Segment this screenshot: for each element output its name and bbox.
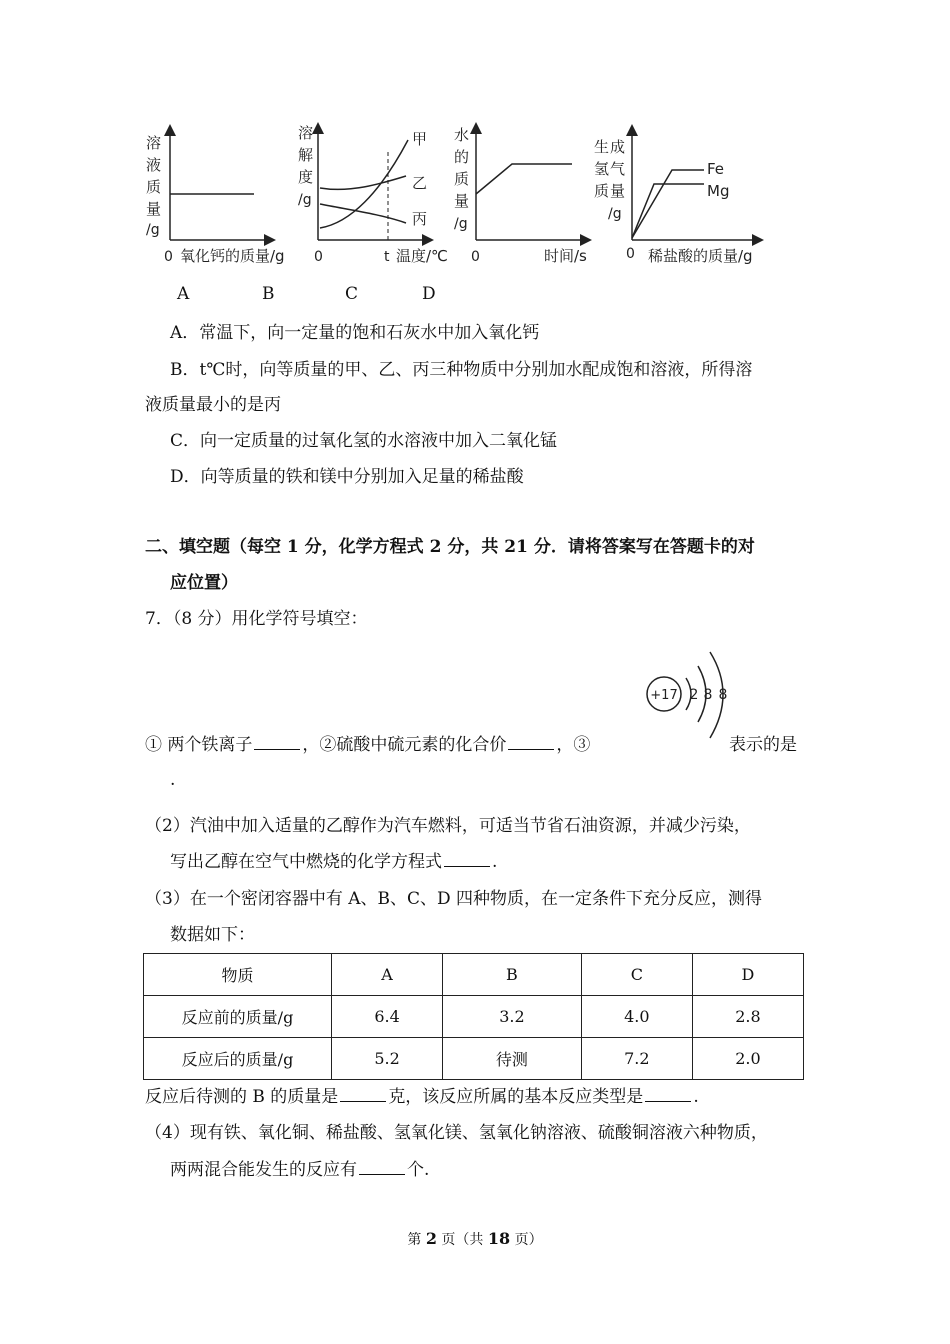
- graph-letter-d: D: [422, 284, 436, 304]
- atom-nucleus-charge: +17: [650, 688, 678, 703]
- graph-c-xlabel: 时间/s: [544, 247, 587, 265]
- page-footer: [0, 1229, 950, 1249]
- atom-shell-3: 8: [718, 687, 728, 703]
- graph-b-ylabel-0: 溶: [298, 124, 314, 142]
- graph-d-xlabel: 稀盐酸的质量/g: [648, 247, 753, 265]
- graph-a-origin: 0: [164, 249, 173, 265]
- graph-d-ylabel-1: 成: [610, 138, 626, 156]
- graph-a-ylabel-3: 量: [146, 200, 162, 218]
- part2-text: 写出乙醇在空气中燃烧的化学方程式: [170, 852, 442, 872]
- part1-end-dot: .: [170, 770, 176, 790]
- graph-a-ylabel-2: 质: [146, 178, 162, 196]
- graph-d-ylabel-5: 量: [610, 182, 626, 200]
- graph-b-origin: 0: [314, 249, 323, 265]
- graph-d-curve-label-1: Mg: [707, 182, 730, 200]
- footer-prefix: 第: [407, 1232, 426, 1248]
- table-cell: 待测: [443, 1038, 582, 1080]
- part3-text-c: 反应后待测的 B 的质量是: [145, 1087, 339, 1107]
- table-cell: 4.0: [581, 996, 692, 1038]
- graph-d-ylabel-3: 气: [610, 160, 626, 178]
- part1-text-b: ，②硫酸中硫元素的化合价: [302, 735, 507, 755]
- answer-blank-equation: [444, 852, 490, 867]
- graph-c-ylabel-4: /g: [454, 216, 468, 232]
- curve-jia: [320, 140, 408, 228]
- part3-end: .: [693, 1087, 699, 1107]
- table-cell: 2.8: [692, 996, 803, 1038]
- part3-text-d: 克，该反应所属的基本反应类型是: [388, 1087, 644, 1107]
- answer-blank-reaction-count: [359, 1160, 405, 1175]
- option-d: D．向等质量的铁和镁中分别加入足量的稀盐酸: [170, 467, 524, 487]
- table-cell: 7.2: [581, 1038, 692, 1080]
- question-7-header: 7．（8 分）用化学符号填空：: [145, 609, 368, 629]
- graph-b: [298, 124, 448, 265]
- atom-shell-1: 2: [689, 687, 699, 703]
- option-a: A．常温下，向一定量的饱和石灰水中加入氧化钙: [170, 323, 540, 343]
- graph-b-xlabel: 温度/℃: [396, 247, 448, 265]
- curve-mg: [632, 184, 704, 238]
- graph-b-ylabel-3: /g: [298, 192, 312, 208]
- answer-blank-iron-ions: [254, 735, 300, 750]
- graph-d-origin: 0: [626, 246, 635, 262]
- graph-letter-c: C: [345, 284, 359, 304]
- graphs-figure: [140, 118, 780, 268]
- graph-c: [454, 126, 587, 265]
- footer-total-pages: 18: [487, 1229, 511, 1248]
- graph-b-curve-label-2: 丙: [412, 210, 428, 228]
- question-7-part3-line3: [145, 1082, 699, 1107]
- table-header-cell: C: [581, 954, 692, 996]
- question-7-part2-line2: [170, 847, 497, 872]
- section-heading-line2: 应位置）: [170, 573, 238, 593]
- section-heading-line1: 二、填空题（每空 1 分，化学方程式 2 分，共 21 分．请将答案写在答题卡的对: [145, 537, 755, 557]
- graph-c-ylabel-0: 水: [454, 126, 470, 144]
- graph-d-ylabel-2: 氢: [594, 160, 610, 178]
- atom-shell-2: 8: [703, 687, 713, 703]
- table-header-cell: B: [443, 954, 582, 996]
- table-header-row: [144, 954, 804, 996]
- option-b-line1: B．t℃时，向等质量的甲、乙、丙三种物质中分别加水配成饱和溶液，所得溶: [170, 360, 753, 380]
- graph-c-ylabel-2: 质: [454, 170, 470, 188]
- table-row: [144, 1038, 804, 1080]
- graph-d-curve-label-0: Fe: [707, 160, 725, 178]
- part4-end: 个.: [407, 1160, 430, 1180]
- question-7-part3-line2: 数据如下：: [170, 925, 255, 945]
- option-c: C．向一定质量的过氧化氢的水溶液中加入二氧化锰: [170, 431, 558, 451]
- graph-d-ylabel-4: 质: [594, 182, 610, 200]
- part4-text: 两两混合能发生的反应有: [170, 1160, 357, 1180]
- option-b-line2: 液质量最小的是丙: [145, 395, 281, 415]
- question-7-part4-line1: （4）现有铁、氧化铜、稀盐酸、氢氧化镁、氢氧化钠溶液、硫酸铜溶液六种物质，: [145, 1123, 768, 1143]
- answer-blank-sulfur-valence: [508, 735, 554, 750]
- graph-a-ylabel-1: 液: [146, 156, 162, 174]
- answer-blank-reaction-type: [645, 1087, 691, 1102]
- answer-blank-b-mass: [340, 1087, 386, 1102]
- table-row: [144, 996, 804, 1038]
- graph-a-xlabel: 氧化钙的质量/g: [180, 247, 285, 265]
- graph-b-curve-label-0: 甲: [412, 130, 428, 148]
- curve-yi: [320, 176, 406, 189]
- question-7-part2-line1: （2）汽油中加入适量的乙醇作为汽车燃料，可适当节省石油资源，并减少污染，: [145, 816, 751, 836]
- graph-c-ylabel-3: 量: [454, 192, 470, 210]
- graph-d-ylabel-6: /g: [608, 206, 622, 222]
- graph-d-ylabel-0: 生: [594, 138, 610, 156]
- question-7-part4-line2: [170, 1155, 429, 1180]
- graph-a-ylabel-0: 溶: [146, 134, 162, 152]
- table-cell: 3.2: [443, 996, 582, 1038]
- graph-a-ylabel-4: /g: [146, 222, 160, 238]
- table-cell: 反应后的质量/g: [144, 1038, 332, 1080]
- question-7-part3-line1: （3）在一个密闭容器中有 A、B、C、D 四种物质，在一定条件下充分反应，测得: [145, 889, 763, 909]
- graph-b-t-label: t: [384, 249, 390, 265]
- table-cell: 2.0: [692, 1038, 803, 1080]
- graph-c-origin: 0: [471, 249, 480, 265]
- part1-text-c: ，③: [556, 735, 591, 755]
- table-cell: 反应前的质量/g: [144, 996, 332, 1038]
- graph-b-ylabel-2: 度: [298, 168, 314, 186]
- graph-letter-a: A: [177, 284, 190, 304]
- graph-letter-b: B: [262, 284, 275, 304]
- question-7-part1: [145, 730, 590, 755]
- footer-page-number: 2: [425, 1229, 437, 1248]
- table-header-cell: A: [332, 954, 443, 996]
- graph-a: [146, 130, 285, 265]
- graph-c-curve: [476, 164, 572, 194]
- table-header-cell: D: [692, 954, 803, 996]
- footer-mid: 页（共: [436, 1232, 488, 1248]
- table-cell: 5.2: [332, 1038, 443, 1080]
- table-cell: 6.4: [332, 996, 443, 1038]
- part1-text-a: ① 两个铁离子: [145, 735, 253, 755]
- graph-d: [594, 130, 758, 265]
- graph-b-ylabel-1: 解: [298, 146, 314, 164]
- graph-c-ylabel-1: 的: [454, 148, 470, 166]
- table-header-cell: 物质: [144, 954, 332, 996]
- reaction-data-table: [143, 953, 804, 1080]
- curve-bing: [320, 204, 406, 223]
- footer-suffix: 页）: [510, 1232, 543, 1248]
- curve-fe: [632, 170, 704, 238]
- graph-b-curve-label-1: 乙: [412, 174, 428, 192]
- part1-text-d: 表示的是: [729, 735, 797, 755]
- part2-end: .: [492, 852, 498, 872]
